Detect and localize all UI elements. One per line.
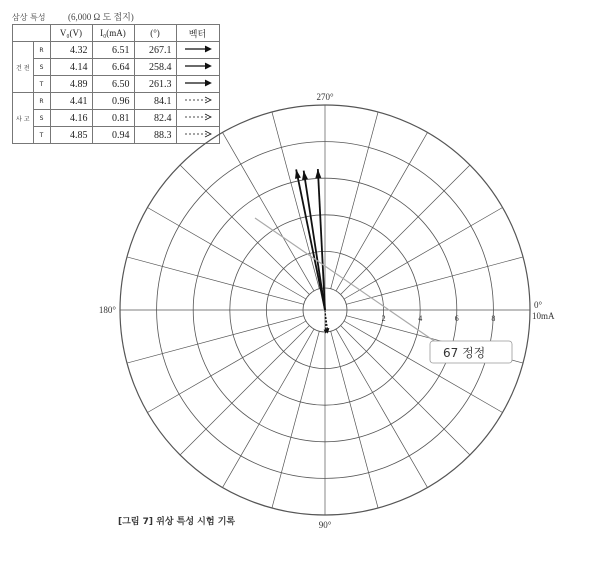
- grid-radial: [147, 208, 305, 300]
- grid-radial: [223, 132, 315, 290]
- grid-radial: [147, 321, 305, 413]
- grid-radial: [272, 331, 319, 508]
- angle-label-180: 180°: [98, 305, 116, 315]
- v0-value: 4.14: [50, 59, 92, 76]
- angle-value: 267.1: [134, 42, 176, 59]
- grid-radial: [272, 112, 319, 289]
- phase-label: R: [33, 42, 50, 59]
- i0-value: 6.64: [92, 59, 134, 76]
- header-angle: (°): [134, 25, 176, 42]
- angle-label-90: 90°: [318, 520, 332, 530]
- polar-labels: [99, 92, 555, 530]
- phase-label: T: [33, 127, 50, 144]
- i0-value: 0.96: [92, 93, 134, 110]
- angle-value: 258.4: [134, 59, 176, 76]
- phase-label: R: [33, 93, 50, 110]
- grid-radial: [223, 329, 315, 487]
- grid-radial: [331, 112, 378, 289]
- v0-value: 4.16: [50, 110, 92, 127]
- phase-label: S: [33, 110, 50, 127]
- scale-tick-label: 8: [491, 314, 496, 323]
- table-title-text: 삼상 특성: [12, 13, 46, 22]
- angle-value: 82.4: [134, 110, 176, 127]
- group-label: 건 전: [13, 42, 34, 93]
- phase-label: S: [33, 59, 50, 76]
- grid-radial: [331, 331, 378, 508]
- v0-value: 4.85: [50, 127, 92, 144]
- i0-value: 0.94: [92, 127, 134, 144]
- angle-label-0: 0°: [534, 300, 543, 310]
- i0-value: 0.81: [92, 110, 134, 127]
- angle-value: 88.3: [134, 127, 176, 144]
- header-vector: 벡터: [176, 25, 219, 42]
- angle-value: 84.1: [134, 93, 176, 110]
- v0-value: 4.32: [50, 42, 92, 59]
- grid-radial: [180, 326, 309, 455]
- group-label: 사 고: [13, 93, 34, 144]
- phase-label: T: [33, 76, 50, 93]
- angle-value: 261.3: [134, 76, 176, 93]
- grid-radial: [336, 329, 428, 487]
- grid-radial: [127, 257, 304, 304]
- scale-tick-label: 2: [381, 314, 386, 323]
- i0-value: 6.51: [92, 42, 134, 59]
- scale-tick-label: 4: [418, 314, 423, 323]
- i0-value: 6.50: [92, 76, 134, 93]
- vector-arrowhead: [315, 169, 321, 178]
- grid-radial: [127, 316, 304, 363]
- scale-tick-label: 6: [454, 314, 459, 323]
- grid-radial: [346, 257, 523, 304]
- table-condition: (6,000 Ω 도 접지): [68, 12, 134, 22]
- grid-radial: [341, 165, 470, 294]
- grid-radial: [344, 321, 502, 413]
- v0-value: 4.41: [50, 93, 92, 110]
- v0-value: 4.89: [50, 76, 92, 93]
- header-i0: I₀(mA): [92, 25, 134, 42]
- callout-text: 67 정정: [443, 346, 486, 360]
- angle-label-270: 270°: [316, 92, 334, 102]
- figure-caption: [그림 7] 위상 특성 시험 기록: [118, 517, 236, 527]
- grid-radial: [180, 165, 309, 294]
- header-v0: V₀(V): [50, 25, 92, 42]
- vector-arrowhead: [302, 171, 308, 180]
- callout-leader-line: [255, 218, 440, 345]
- grid-radial: [336, 132, 428, 290]
- grid-radial: [344, 208, 502, 300]
- scale-unit-label: 10mA: [532, 311, 555, 321]
